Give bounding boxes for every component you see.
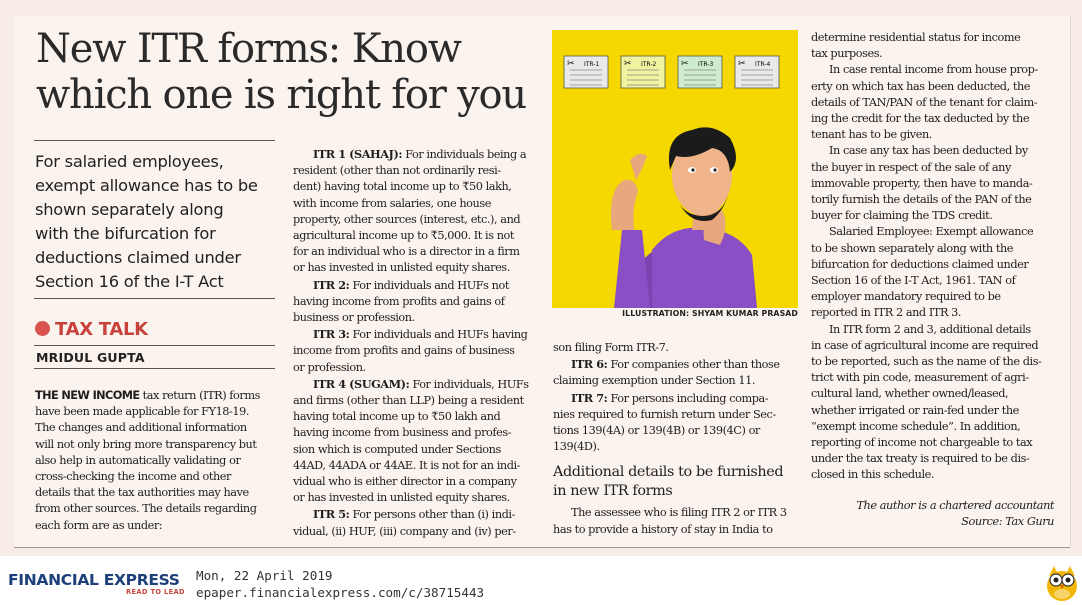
paragraph-line: reporting of income not chargeable to tax <box>811 436 1033 450</box>
paragraph-line: torily furnish the details of the PAN of the <box>811 193 1032 207</box>
itr-form-icon <box>735 56 779 88</box>
deck-line: For salaried employees, <box>35 152 224 171</box>
author-note <box>811 498 1054 530</box>
author-note-line: Source: Tax Guru <box>961 514 1054 528</box>
illustration-art <box>552 30 798 308</box>
financial-express-logo[interactable]: FINANCIAL EXPRESS <box>8 571 180 589</box>
svg-text:✂: ✂ <box>738 59 746 69</box>
owl-mascot-icon[interactable] <box>1044 562 1080 602</box>
itr6-paragraph: ITR 6: For companies other than those <box>571 357 780 372</box>
deck <box>35 150 279 293</box>
paragraph-first-line: Salaried Employee: Exempt allowance <box>829 225 1034 239</box>
byline-rule <box>34 368 275 369</box>
article-column-3: son filing Form ITR-7. ITR 6: For companies other than those claiming exemption under Section 11. ITR 7: For persons including compa- nies required to furnish return under Sec- tions 139(4A) or 139(4B) or 139(4C) or 139(4D). Additional details to be furnished in new ITR forms The assessee who is filing ITR 2 or ITR 3 has to provide a history of stay in India to <box>553 340 796 538</box>
paragraph-line: in case of agricultural income are required <box>811 338 1039 352</box>
itr3-paragraph: ITR 3: For individuals and HUFs having <box>313 327 528 342</box>
lead-in: THE NEW INCOME <box>35 389 140 402</box>
itr4-paragraph: ITR 4 (SUGAM): For individuals, HUFs <box>313 376 529 391</box>
svg-text:✂: ✂ <box>681 59 689 69</box>
logo-tagline: READ TO LEAD <box>126 588 185 596</box>
additional-details-paragraph: The assessee who is filing ITR 2 or ITR 3 <box>571 506 787 520</box>
illustration-credit: ILLUSTRATION: SHYAM KUMAR PRASAD <box>622 309 798 318</box>
paragraph-line: ing the credit for the tax deducted by the <box>811 112 1030 126</box>
paragraph-line: “exempt income schedule”. In addition, <box>811 419 1021 433</box>
svg-text:✂: ✂ <box>624 59 632 69</box>
deck-line: with the bifurcation for <box>35 223 216 243</box>
tag-dot-icon <box>35 321 50 336</box>
page-bottom-rule <box>14 547 1070 548</box>
paragraph-line: tax purposes. <box>811 47 883 61</box>
itr-form-label: ITR-4 <box>755 61 771 68</box>
itr-form-icon <box>678 56 722 88</box>
itr-form-label: ITR-1 <box>584 61 600 68</box>
paragraph-line: tenant has to be given. <box>811 128 932 142</box>
paragraph-first-line: In ITR form 2 and 3, additional details <box>829 322 1031 336</box>
subheading: Additional details to be furnished in new ITR forms <box>553 464 784 500</box>
paragraph-line: under the tax treaty is required to be dis- <box>811 452 1030 466</box>
paragraph-line: erty on which tax has been deducted, the <box>811 79 1031 93</box>
intro-paragraph: THE NEW INCOME tax return (ITR) forms have been made applicable for FY18-19. The changes and additional information will not only bring more transparency but also help in automatically validating or cross-checking the income and other details that the tax authorities may have from other sources. The details regarding each form are as under: <box>35 389 260 532</box>
itr-form-icon <box>621 56 665 88</box>
continuation-line: son filing Form ITR-7. <box>553 341 669 354</box>
article-column-4 <box>811 30 1054 530</box>
deck-top-rule <box>34 140 275 141</box>
itr1-paragraph: ITR 1 (SAHAJ): For individuals being a <box>313 147 527 161</box>
itr-form-icon <box>564 56 608 88</box>
itr5-paragraph: ITR 5: For persons other than (i) indi- <box>313 507 515 522</box>
edition-url[interactable]: epaper.financialexpress.com/c/38715443 <box>196 585 485 600</box>
paragraph-line: trict with pin code, measurement of agri- <box>811 371 1029 385</box>
itr-form-label: ITR-3 <box>698 61 714 68</box>
paragraph-line: details of TAN/PAN of the tenant for claim- <box>811 95 1038 109</box>
paragraph-line: bifurcation for deductions claimed under <box>811 257 1029 271</box>
paragraph-line: buyer for claiming the TDS credit. <box>811 209 993 223</box>
headline-line-1: New ITR forms: Know <box>36 26 461 72</box>
author-note-line: The author is a chartered accountant <box>856 498 1054 512</box>
column-tag <box>35 319 148 340</box>
svg-text:✂: ✂ <box>567 59 575 69</box>
deck-line: shown separately along <box>35 199 224 219</box>
paragraph-line: Section 16 of the I-T Act, 1961. TAN of <box>811 274 1016 288</box>
paragraph-line: whether irrigated or rain-fed under the <box>811 403 1019 417</box>
paragraph-line: cultural land, whether owned/leased, <box>811 387 1009 401</box>
paragraph-line: employer mandatory required to be <box>811 290 1001 304</box>
itr7-paragraph: ITR 7: For persons including compa- <box>571 390 769 405</box>
deck-line: deductions claimed under <box>35 247 241 267</box>
article-column-2: ITR 1 (SAHAJ): For individuals being a resident (other than not ordinarily resi- dent) having total income up to ₹50 lakh, with income from salaries, one house property, other sources (interest, etc.), and agricultural income up to ₹5,000. It is not for an individual who is a director in a firm or has invested in unlisted equity shares. ITR 2: For individuals and HUFs not having income from profits and gains of business or profession. ITR 3: For individuals and HUFs having income from profits and gains of business or profession. ITR 4 (SUGAM): For individuals, HUFs and firms (other than LLP) being a resident having total income up to ₹50 lakh and having income from business and profes- sion which is computed under Sections 44AD, 44ADA or 44AE. It is not for an indi- vidual who is either director in a company or has invested in unlisted equity shares. ITR 5: For persons other than (i) indi- vidual, (ii) HUF, (iii) company and (iv) per- <box>293 146 535 540</box>
tag-rule <box>34 345 275 346</box>
paragraph-first-line: In case rental income from house prop- <box>829 63 1038 77</box>
deck-bottom-rule <box>34 298 275 299</box>
headline <box>36 26 546 118</box>
paragraph-line: closed in this schedule. <box>811 468 935 482</box>
article-column-1 <box>35 388 278 534</box>
headline-line-2: which one is right for you <box>36 72 526 118</box>
paragraph-line: the buyer in respect of the sale of any <box>811 160 1011 174</box>
edition-meta <box>196 567 484 601</box>
deck-line: Section 16 of the I-T Act <box>35 271 224 291</box>
paragraph-line: to be reported, such as the name of the dis- <box>811 355 1042 369</box>
paragraph-line: to be shown separately along with the <box>811 241 1014 255</box>
illustration <box>552 30 798 308</box>
paragraph-line: reported in ITR 2 and ITR 3. <box>811 306 962 320</box>
byline: MRIDUL GUPTA <box>36 350 145 365</box>
tag-label: TAX TALK <box>55 319 148 340</box>
deck-line: exempt allowance has to be <box>35 175 258 195</box>
itr-form-label: ITR-2 <box>641 61 657 68</box>
itr2-paragraph: ITR 2: For individuals and HUFs not <box>313 277 509 292</box>
paragraph-line: immovable property, then have to manda- <box>811 176 1033 190</box>
paragraph-first-line: In case any tax has been deducted by <box>829 144 1028 158</box>
paragraph-first-line: determine residential status for income <box>811 31 1021 44</box>
edition-date: Mon, 22 April 2019 <box>196 568 333 583</box>
